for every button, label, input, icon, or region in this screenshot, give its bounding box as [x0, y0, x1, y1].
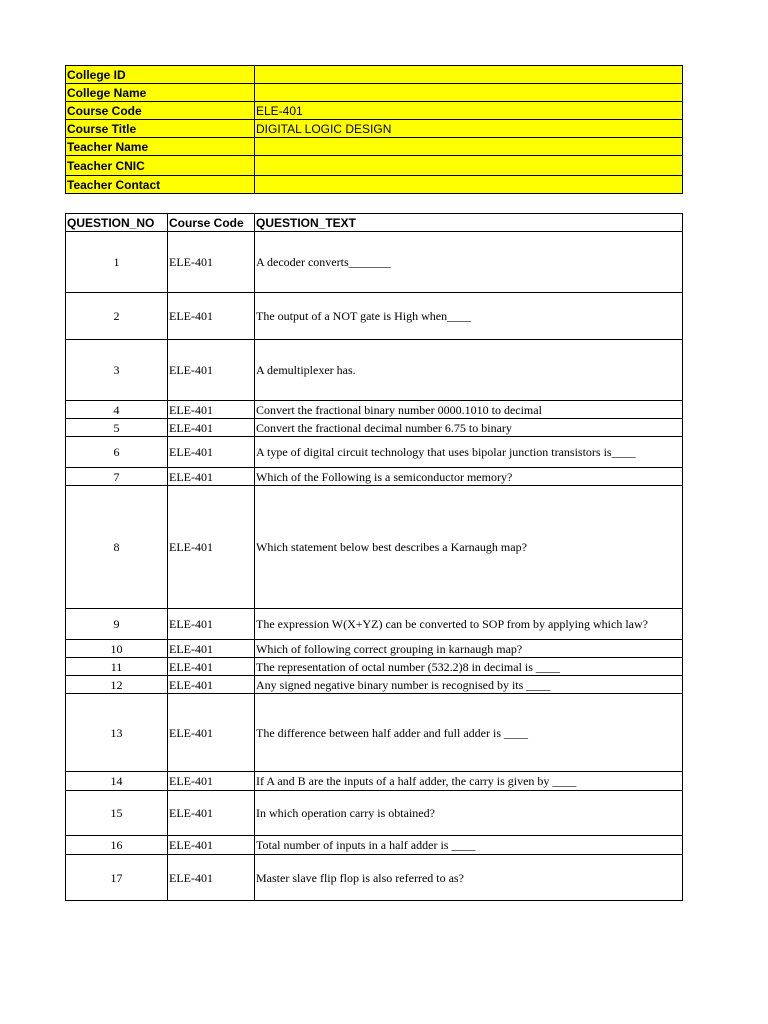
info-value[interactable]: [255, 138, 683, 156]
course-code-cell: ELE-401: [168, 855, 255, 901]
question-text: In which operation carry is obtained?: [255, 791, 683, 836]
table-row: [66, 640, 683, 658]
course-code-cell: ELE-401: [168, 486, 255, 609]
info-row-teacher-contact: [66, 176, 683, 194]
question-text: The output of a NOT gate is High when____: [255, 293, 683, 340]
table-row: [66, 855, 683, 901]
info-row-course-code: [66, 102, 683, 120]
question-text: A type of digital circuit technology that uses bipolar junction transistors is____: [255, 437, 683, 468]
question-number: 17: [66, 855, 168, 901]
info-label: Course Code: [66, 102, 255, 120]
question-text: The difference between half adder and full adder is ____: [255, 694, 683, 772]
table-row: [66, 468, 683, 486]
table-row: [66, 609, 683, 640]
course-code-cell: ELE-401: [168, 772, 255, 791]
course-code-cell: ELE-401: [168, 437, 255, 468]
course-code-cell: ELE-401: [168, 232, 255, 293]
table-row: [66, 232, 683, 293]
course-code-cell: ELE-401: [168, 401, 255, 419]
info-label: Teacher CNIC: [66, 156, 255, 176]
course-code-cell: ELE-401: [168, 836, 255, 855]
question-number: 15: [66, 791, 168, 836]
info-label: Course Title: [66, 120, 255, 138]
question-text: Which of following correct grouping in karnaugh map?: [255, 640, 683, 658]
course-code-cell: ELE-401: [168, 791, 255, 836]
question-number: 6: [66, 437, 168, 468]
info-row-teacher-cnic: [66, 156, 683, 176]
college-info-table: [65, 65, 683, 194]
column-header-course-code: Course Code: [168, 214, 255, 232]
course-code-cell: ELE-401: [168, 658, 255, 676]
info-label: College ID: [66, 66, 255, 84]
questions-table: [65, 213, 683, 901]
table-row: [66, 676, 683, 694]
info-value[interactable]: [255, 66, 683, 84]
table-row: [66, 791, 683, 836]
question-number: 5: [66, 419, 168, 437]
info-label: Teacher Name: [66, 138, 255, 156]
table-row: [66, 486, 683, 609]
question-text: Which statement below best describes a Karnaugh map?: [255, 486, 683, 609]
question-text: Convert the fractional decimal number 6.75 to binary: [255, 419, 683, 437]
table-header-row: [66, 214, 683, 232]
question-number: 3: [66, 340, 168, 401]
question-number: 12: [66, 676, 168, 694]
info-row-teacher-name: [66, 138, 683, 156]
table-row: [66, 772, 683, 791]
question-number: 7: [66, 468, 168, 486]
table-row: [66, 658, 683, 676]
table-row: [66, 401, 683, 419]
info-row-course-title: [66, 120, 683, 138]
question-number: 2: [66, 293, 168, 340]
info-row-college-id: [66, 66, 683, 84]
info-value[interactable]: DIGITAL LOGIC DESIGN: [255, 120, 683, 138]
table-row: [66, 293, 683, 340]
info-label: Teacher Contact: [66, 176, 255, 194]
course-code-cell: ELE-401: [168, 293, 255, 340]
question-number: 16: [66, 836, 168, 855]
question-number: 14: [66, 772, 168, 791]
info-label: College Name: [66, 84, 255, 102]
info-row-college-name: [66, 84, 683, 102]
table-row: [66, 340, 683, 401]
question-number: 8: [66, 486, 168, 609]
info-value[interactable]: ELE-401: [255, 102, 683, 120]
question-text: Master slave flip flop is also referred to as?: [255, 855, 683, 901]
course-code-cell: ELE-401: [168, 676, 255, 694]
question-text: Total number of inputs in a half adder is ____: [255, 836, 683, 855]
question-text: If A and B are the inputs of a half adder, the carry is given by ____: [255, 772, 683, 791]
column-header-question-text: QUESTION_TEXT: [255, 214, 683, 232]
info-value[interactable]: [255, 156, 683, 176]
course-code-cell: ELE-401: [168, 640, 255, 658]
info-value[interactable]: [255, 84, 683, 102]
question-number: 13: [66, 694, 168, 772]
table-row: [66, 694, 683, 772]
course-code-cell: ELE-401: [168, 340, 255, 401]
course-code-cell: ELE-401: [168, 468, 255, 486]
course-code-cell: ELE-401: [168, 694, 255, 772]
question-text: Any signed negative binary number is recognised by its ____: [255, 676, 683, 694]
question-number: 10: [66, 640, 168, 658]
question-number: 9: [66, 609, 168, 640]
info-value[interactable]: [255, 176, 683, 194]
table-row: [66, 437, 683, 468]
question-text: The expression W(X+YZ) can be converted to SOP from by applying which law?: [255, 609, 683, 640]
question-number: 11: [66, 658, 168, 676]
column-header-question-no: QUESTION_NO: [66, 214, 168, 232]
question-text: Convert the fractional binary number 0000.1010 to decimal: [255, 401, 683, 419]
question-number: 4: [66, 401, 168, 419]
course-code-cell: ELE-401: [168, 609, 255, 640]
question-text: The representation of octal number (532.2)8 in decimal is ____: [255, 658, 683, 676]
question-number: 1: [66, 232, 168, 293]
question-text: A decoder converts_______: [255, 232, 683, 293]
course-code-cell: ELE-401: [168, 419, 255, 437]
table-row: [66, 419, 683, 437]
question-text: A demultiplexer has.: [255, 340, 683, 401]
question-text: Which of the Following is a semiconductor memory?: [255, 468, 683, 486]
table-row: [66, 836, 683, 855]
